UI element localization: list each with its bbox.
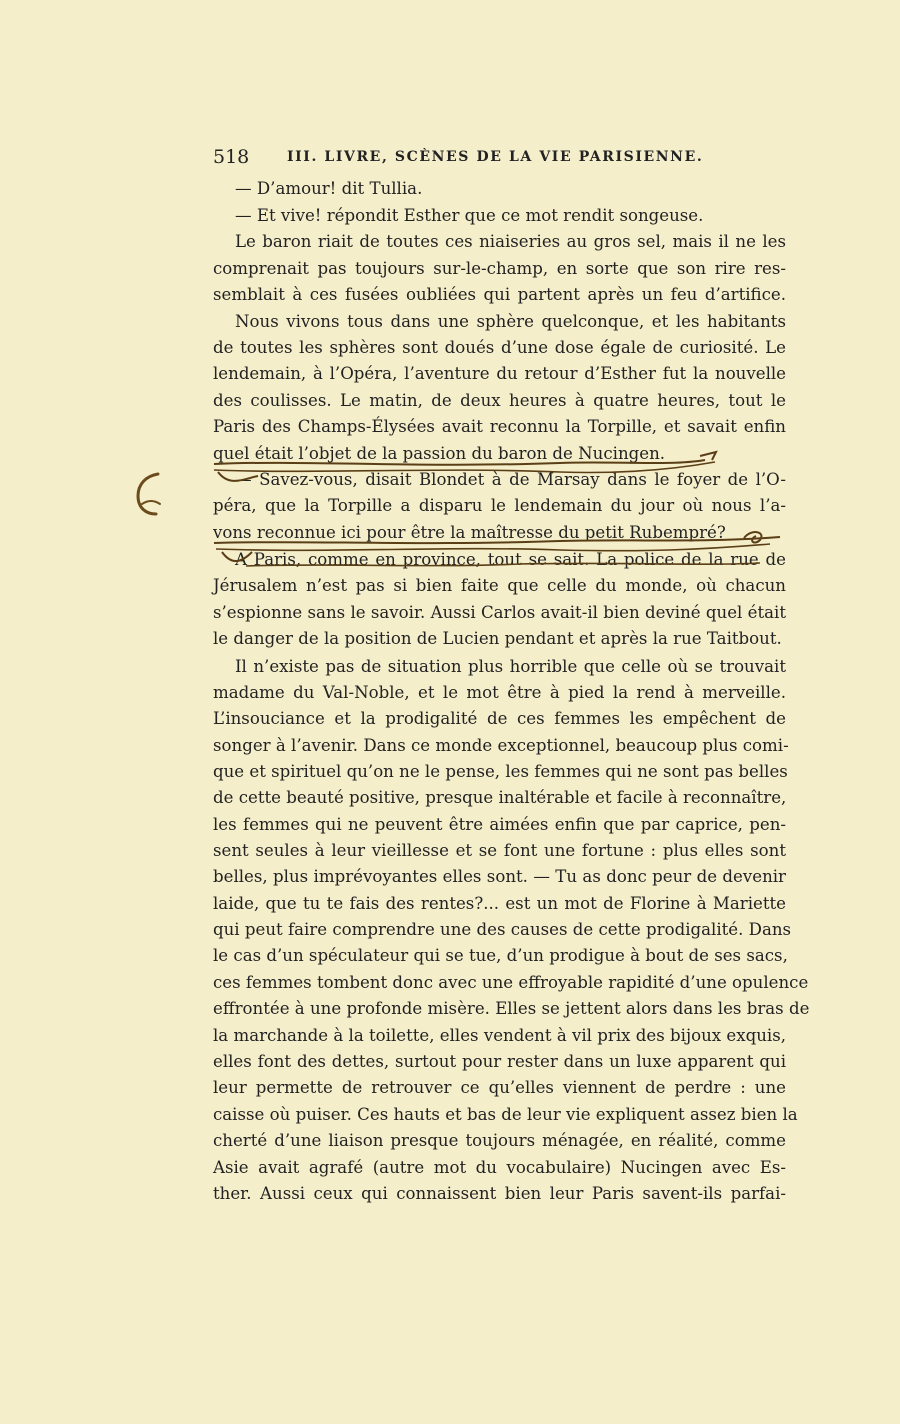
text-line: madame du Val-Noble, et le mot être à pied la rend à merveille.: [213, 683, 786, 702]
text-line: quel était l’objet de la passion du baron de Nucingen.: [213, 444, 666, 463]
text-line: belles, plus imprévoyantes elles sont. — Tu as donc peur de devenir: [213, 867, 786, 886]
text-line: s’espionne sans le savoir. Aussi Carlos avait-il bien deviné quel était: [213, 603, 786, 622]
underline-stroke: [214, 537, 780, 543]
text-line: Asie avait agrafé (autre mot du vocabulaire) Nucingen avec Es-: [213, 1158, 786, 1177]
text-line: lendemain, à l’Opéra, l’aventure du retour d’Esther fut la nouvelle: [213, 364, 786, 383]
text-line: comprenait pas toujours sur-le-champ, en sorte que son rire res-: [213, 259, 786, 278]
text-line: — Et vive! répondit Esther que ce mot rendit songeuse.: [235, 206, 704, 225]
text-line: songer à l’avenir. Dans ce monde exceptionnel, beaucoup plus comi-: [213, 736, 789, 755]
text-line: ther. Aussi ceux qui connaissent bien leur Paris savent-ils parfai-: [213, 1184, 786, 1203]
text-line: le danger de la position de Lucien pendant et après la rue Taitbout.: [213, 629, 782, 648]
text-line: qui peut faire comprendre une des causes de cette prodigalité. Dans: [213, 920, 792, 939]
text-line: elles font des dettes, surtout pour rester dans un luxe apparent qui: [213, 1052, 786, 1071]
page-number: 518: [213, 146, 250, 168]
running-title: III. LIVRE, SCÈNES DE LA VIE PARISIENNE.: [287, 149, 704, 165]
caret-stroke: [218, 472, 258, 481]
text-line: des coulisses. Le matin, de deux heures à quatre heures, tout le: [213, 391, 786, 410]
text-line: Le baron riait de toutes ces niaiseries au gros sel, mais il ne les: [235, 232, 786, 251]
caret-stroke: [222, 552, 252, 561]
curl-stroke: [744, 532, 761, 542]
text-line: semblait à ces fusées oubliées qui partent après un feu d’artifice.: [213, 285, 786, 304]
text-line: leur permette de retrouver ce qu’elles viennent de perdre : une: [213, 1078, 786, 1097]
text-line: de toutes les sphères sont doués d’une dose égale de curiosité. Le: [213, 338, 786, 357]
text-line: caisse où puiser. Ces hauts et bas de leur vie expliquent assez bien la: [213, 1105, 798, 1124]
text-line: les femmes qui ne peuvent être aimées enfin que par caprice, pen-: [213, 815, 786, 834]
text-line: que et spirituel qu’on ne le pense, les femmes qui ne sont pas belles: [213, 762, 788, 781]
text-line: péra, que la Torpille a disparu le lendemain du jour où nous l’a-: [213, 496, 786, 515]
text-line: de cette beauté positive, presque inaltérable et facile à reconnaître,: [213, 788, 787, 807]
text-line: Jérusalem n’est pas si bien faite que celle du monde, où chacun: [213, 576, 786, 595]
text-line: sent seules à leur vieillesse et se font une fortune : plus elles sont: [213, 841, 786, 860]
text-line: le cas d’un spéculateur qui se tue, d’un prodigue à bout de ses sacs,: [213, 946, 788, 965]
text-line: Paris des Champs-Élysées avait reconnu la Torpille, et savait enfin: [213, 417, 786, 436]
text-line: laide, que tu te fais des rentes?... est un mot de Florine à Mariette: [213, 894, 786, 913]
text-line: effrontée à une profonde misère. Elles se jettent alors dans les bras de: [213, 999, 810, 1018]
strike-stroke: [246, 563, 760, 566]
text-line: — Savez-vous, disait Blondet à de Marsay dans le foyer de l’O-: [235, 470, 786, 489]
text-line: L’insouciance et la prodigalité de ces femmes les empêchent de: [213, 709, 786, 728]
text-line: A Paris, comme en province, tout se sait. La police de la rue de: [235, 550, 786, 569]
text-line: la marchande à la toilette, elles vendent à vil prix des bijoux exquis,: [213, 1026, 786, 1045]
text-line: Nous vivons tous dans une sphère quelconque, et les habitants: [235, 312, 786, 331]
curl-stroke: [700, 452, 716, 460]
text-line: vons reconnue ici pour être la maîtresse du petit Rubempré?: [213, 523, 726, 542]
text-line: cherté d’une liaison presque toujours ménagée, en réalité, comme: [213, 1131, 786, 1150]
text-line: ces femmes tombent donc avec une effroyable rapidité d’une opulence: [213, 973, 809, 992]
text-line: Il n’existe pas de situation plus horrible que celle où se trouvait: [235, 657, 786, 676]
underline-stroke: [216, 544, 770, 551]
underline-stroke: [214, 460, 705, 465]
text-line: — D’amour! dit Tullia.: [235, 179, 423, 198]
